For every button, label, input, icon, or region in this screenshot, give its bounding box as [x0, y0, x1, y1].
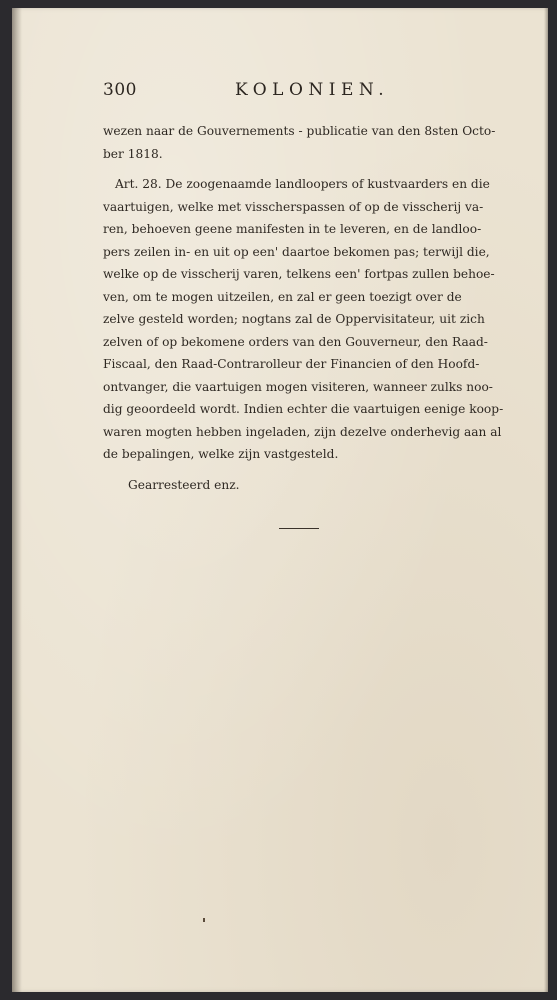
text-line: ren, behoeven geene manifesten in te leveren, en de landloo-: [103, 222, 482, 236]
text-line: zelve gesteld worden; nogtans zal de Oppervisitateur, uit zich: [103, 312, 485, 326]
page-header: [103, 78, 390, 106]
paragraph-gap: [103, 466, 391, 474]
spine-shadow: [12, 8, 22, 992]
text-line: welke op de visscherij varen, telkens een' fortpas zullen behoe-: [103, 267, 495, 281]
text-line: waren mogten hebben ingeladen, zijn dezelve onderhevig aan al: [103, 424, 502, 439]
text-line: ontvanger, die vaartuigen mogen visiteren, wanneer zulks noo-: [103, 379, 493, 394]
paragraph-gap: [103, 165, 391, 173]
closing-formula: Gearresteerd enz.: [128, 477, 240, 492]
text-line: pers zeilen in- en uit op een' daartoe bekomen pas; terwijl die,: [103, 244, 490, 259]
article-heading-line: Art. 28. De zoogenaamde landloopers of kustvaarders en die: [115, 177, 490, 191]
text-line: de bepalingen, welke zijn vastgesteld.: [103, 447, 339, 461]
page-number: 300: [103, 80, 137, 100]
text-line: wezen naar de Gouvernements - publicatie van den 8sten Octo-: [103, 124, 496, 138]
text-line: dig geoordeeld wordt. Indien echter die vaartuigen eenige koop-: [103, 402, 504, 416]
section-rule: [279, 528, 319, 529]
text-line: Fiscaal, den Raad-Contrarolleur der Financien of den Hoofd-: [103, 357, 480, 371]
running-head: KOLONIEN.: [235, 80, 390, 100]
body-text: [103, 120, 504, 496]
page-edge: [544, 8, 548, 992]
paper-speck: [203, 918, 205, 922]
text-line: ven, om te mogen uitzeilen, en zal er geen toezigt over de: [103, 289, 462, 304]
text-line: ber 1818.: [103, 146, 163, 161]
text-line: zelven of op bekomene orders van den Gouverneur, den Raad-: [103, 334, 488, 349]
text-line: vaartuigen, welke met visscherspassen of op de visscherij va-: [103, 199, 484, 214]
